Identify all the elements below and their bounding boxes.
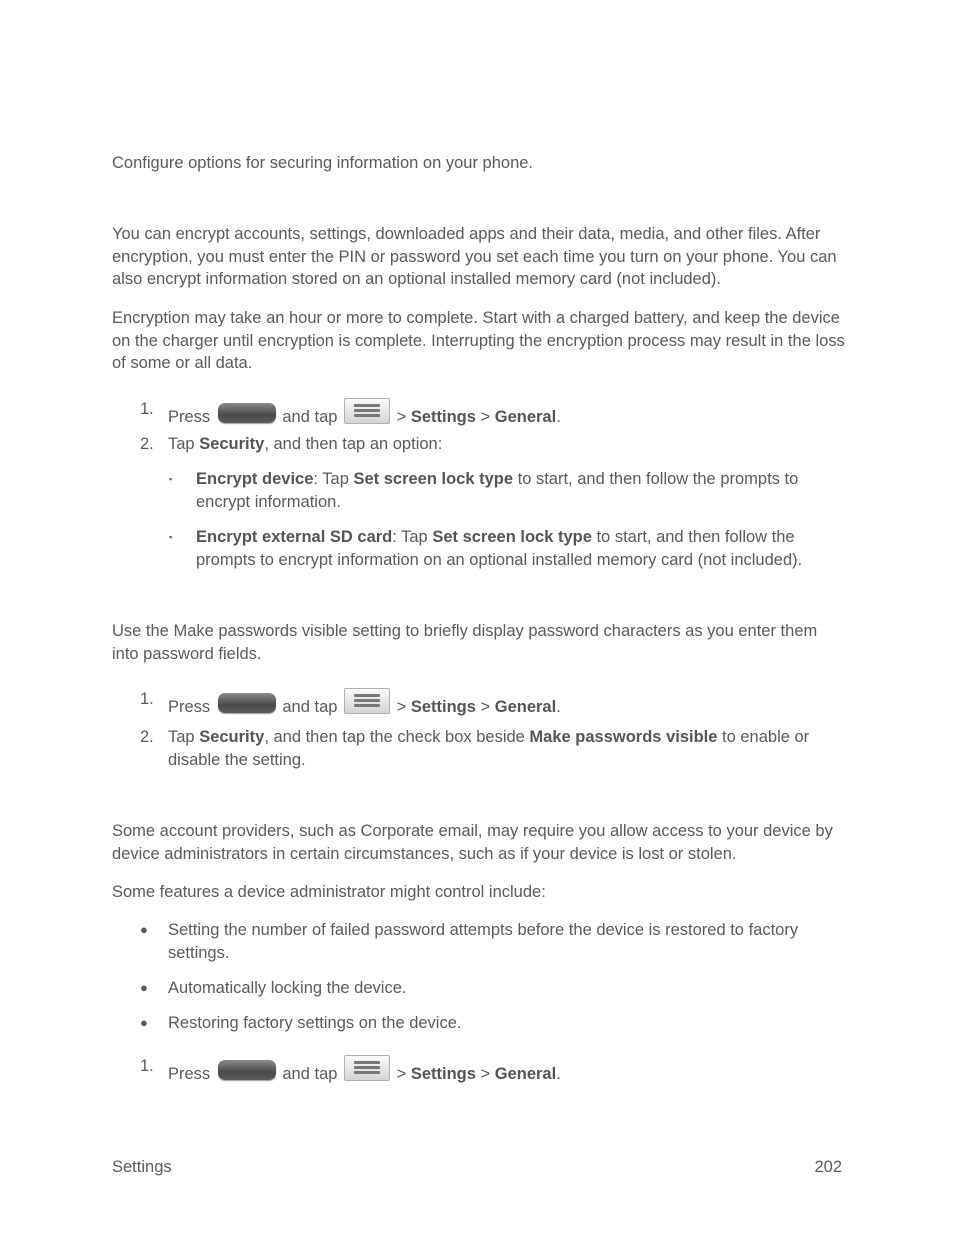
home-key-icon: [218, 403, 276, 423]
passwords-step-1: Press and tap > Settings > General.: [168, 688, 848, 719]
square-bullet: ▪: [169, 474, 173, 484]
home-key-icon: [218, 1060, 276, 1080]
menu-key-icon: [344, 398, 390, 424]
footer-page-number: 202: [814, 1158, 842, 1176]
step-number: 2.: [140, 435, 154, 453]
passwords-paragraph: Use the Make passwords visible setting to briefly display password characters as you enter them into password fields.: [112, 622, 818, 663]
encrypt-step-2: Tap Security, and then tap an option:: [168, 435, 443, 453]
step-number: 2.: [140, 728, 154, 746]
admin-paragraph-1: Some account providers, such as Corporate email, may require you allow access to your device by device administrators in certain circumstances, such as if your device is lost or stolen.: [112, 822, 833, 863]
round-bullet: ●: [140, 1015, 148, 1030]
encrypt-option-device: Encrypt device: Tap Set screen lock type to start, and then follow the prompts to encrypt information.: [196, 470, 799, 511]
menu-key-icon: [344, 1055, 390, 1081]
step-number: 1.: [140, 400, 154, 418]
encrypt-option-sd: Encrypt external SD card: Tap Set screen lock type to start, and then follow the prompts to encrypt information on an optional installed memory card (not included).: [196, 528, 803, 569]
intro-text: Configure options for securing information on your phone.: [112, 154, 533, 172]
footer-section-name: Settings: [112, 1158, 172, 1176]
admin-bullet-item: Restoring factory settings on the device.: [168, 1014, 462, 1032]
square-bullet: ▪: [169, 532, 173, 542]
menu-key-icon: [344, 688, 390, 714]
admin-step-1: Press and tap > Settings > General.: [168, 1055, 848, 1086]
step-number: 1.: [140, 690, 154, 708]
encrypt-step-1: Press and tap > Settings > General.: [168, 398, 848, 429]
encrypt-paragraph-2: Encryption may take an hour or more to complete. Start with a charged battery, and keep the device on the charger until encryption is complete. Interrupting the encryption process may result in the loss of some or all data.: [112, 309, 845, 372]
round-bullet: ●: [140, 922, 148, 937]
step-number: 1.: [140, 1057, 154, 1075]
passwords-step-2: Tap Security, and then tap the check box beside Make passwords visible to enable or disable the setting.: [168, 728, 810, 769]
admin-paragraph-2: Some features a device administrator might control include:: [112, 883, 546, 901]
home-key-icon: [218, 693, 276, 713]
admin-bullet-item: Automatically locking the device.: [168, 979, 407, 997]
encrypt-paragraph-1: You can encrypt accounts, settings, downloaded apps and their data, media, and other files. After encryption, you must enter the PIN or password you set each time you turn on your phone. You can also encrypt information stored on an optional installed memory card (not included).: [112, 225, 837, 288]
round-bullet: ●: [140, 980, 148, 995]
admin-bullet-item: Setting the number of failed password attempts before the device is restored to factory settings.: [168, 921, 799, 962]
